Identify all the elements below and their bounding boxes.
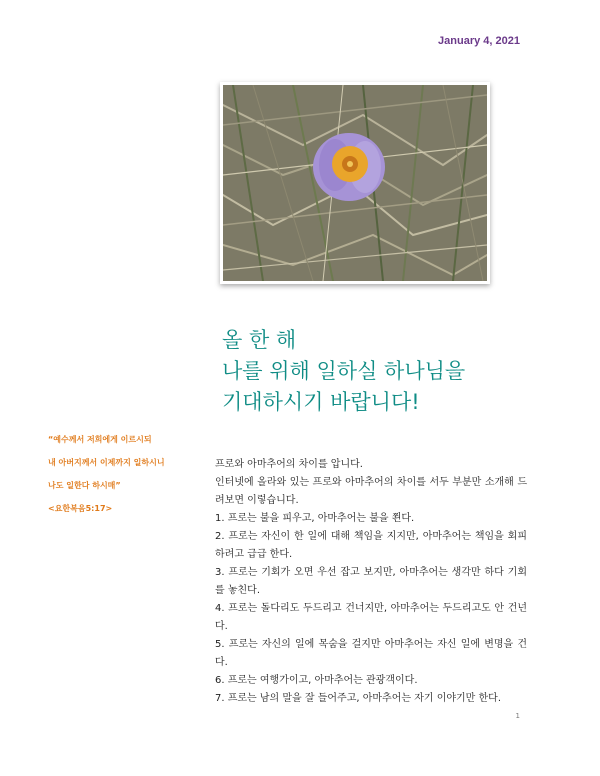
body-list-item: 1. 프로는 불을 피우고, 아마추어는 불을 쬔다. [215,513,415,524]
quote-line-2: 내 아버지께서 이제까지 일하시니 [48,458,165,467]
body-list-item: 5. 프로는 자신의 일에 목숨을 걸지만 아마추어는 자신 일에 변명을 건다. [215,639,527,668]
body-list-item: 4. 프로는 돌다리도 두드리고 건너지만, 아마추어는 두드리고도 안 건넌다. [215,603,527,632]
headline-line-3: 기대하시기 바랍니다! [222,390,420,414]
body-list-item: 6. 프로는 여행가이고, 아마추어는 관광객이다. [215,675,418,686]
quote-line-1: “예수께서 저희에게 이르시되 [48,435,152,444]
bible-quote [48,428,218,520]
flower-image [223,85,487,281]
quote-line-3: 나도 일한다 하시매” [48,481,121,490]
page-number: 1 [515,712,520,720]
body-list-item: 2. 프로는 자신이 한 일에 대해 책임을 지지만, 아마추어는 책임을 회피하려고 급급 한다. [215,531,527,560]
body-list-item: 3. 프로는 기회가 오면 우선 잡고 보지만, 아마추어는 생각만 하다 기회를 놓친다. [215,567,527,596]
headline-line-1: 올 한 해 [222,328,297,352]
body-paragraph: 프로와 아마추어의 차이를 압니다. [215,459,363,470]
body-list-item: 7. 프로는 남의 말을 잘 들어주고, 아마추어는 자기 이야기만 한다. [215,693,502,704]
headline-line-2: 나를 위해 일하실 하나님을 [222,359,466,383]
headline [222,325,582,418]
document-date: January 4, 2021 [438,35,520,47]
body-paragraph: 인터넷에 올라와 있는 프로와 아마추어의 차이를 서두 부분만 소개해 드려보면 이렇습니다. [215,477,527,506]
body-text [215,456,527,708]
crocus-flower-photo [220,82,490,284]
quote-reference: <요한복음5:17> [48,504,113,513]
